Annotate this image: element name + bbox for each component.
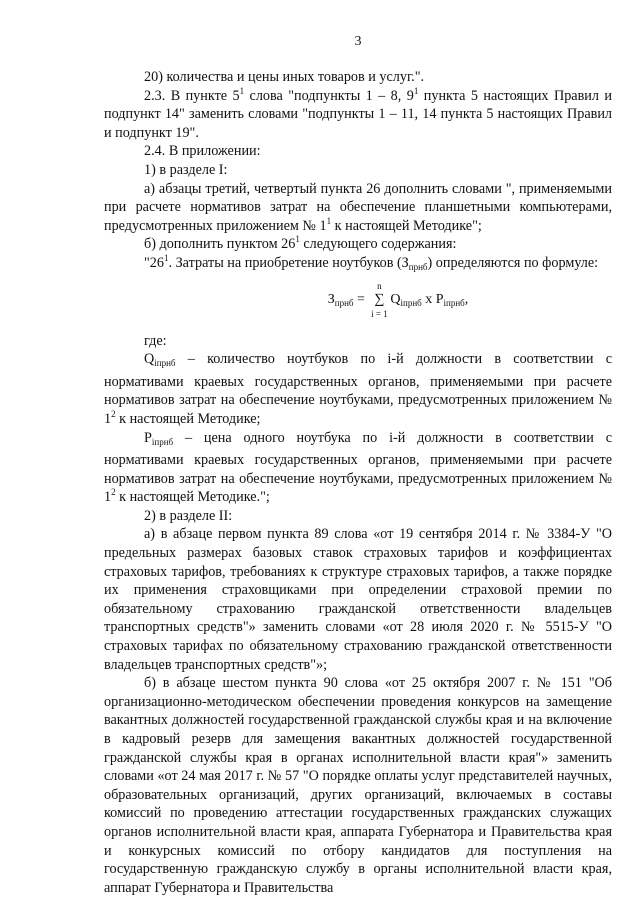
- paragraph-2-b: б) в абзаце шестом пункта 90 слова «от 25 октября 2007 г. № 151 "Об организационно-методическом обеспечении проведения конкурсов на замещение вакантных должностей государственной гражданской службы края и на включение в кадровый резерв для замещения вакантных должностей государственной гражданской службы края в органах исполнительной власти края"» заменить словами «от 24 мая 2017 г. № 57 "О порядке оплаты услуг представителей научных, образовательных организаций, других организаций, включаемых в составы комиссий по проведению аттестации государственных гражданских служащих органов исполнительной власти края, аппарата Губернатора и Правительства края и конкурсных комиссий по отбору кандидатов для поступления на государственную гражданскую службу в органы исполнительной власти края, аппарат Губернатора и Правительства: [104, 675, 612, 896]
- paragraph-2-4: 2.4. В приложении:: [144, 143, 261, 160]
- paragraph-q-definition: $Q_{iпрнб}$ – количество ноутбуков по i-й должности в соответствии с нормативами краевых государственных органов, применяемыми при расчете нормативов затрат на обеспечение ноутбуками, предусмотренных приложением № $1^2$ к настоящей Методике;: [104, 351, 612, 427]
- sum-symbol: n ∑ i = 1: [371, 280, 388, 319]
- paragraph-section-2: 2) в разделе II:: [144, 507, 233, 524]
- paragraph-section-1: 1) в разделе I:: [144, 161, 228, 178]
- paragraph-2-a: а) в абзаце первом пункта 89 слова «от 19 сентября 2014 г. № 3384-У "О предельных размерах базовых ставок страховых тарифов и коэффициентах страховых тарифов, требованиях к структуре страховых тарифов, а также порядке их применения страховщиками при определении страховой премии по обязательному страхованию гражданской ответственности владельцев транспортных средств"» заменить словами «от 28 июля 2020 г. № 5515-У "О страховых тарифах по обязательному страхованию гражданской ответственности владельцев транспортных средств"»;: [104, 526, 612, 673]
- paragraph-a: а) абзацы третий, четвертый пункта 26 дополнить словами ", применяемыми при расчете нормативов затрат на обеспечение планшетными компьютерами, предусмотренных приложением № $1^1$ к настоящей Методике";: [104, 180, 612, 234]
- page-number: 3: [354, 34, 362, 49]
- paragraph-item-20: 20) количества и цены иных товаров и услуг.".: [144, 69, 425, 85]
- paragraph-where: где:: [144, 332, 167, 349]
- paragraph-b: б) дополнить пунктом $26^1$ следующего содержания:: [144, 234, 457, 253]
- paragraph-26-1: "$26^1$. Затраты на приобретение ноутбуков $(З_{прнб})$ определяются по формуле:: [144, 252, 599, 272]
- paragraph-p-definition: $P_{iпрнб}$ – цена одного ноутбука по i-й должности в соответствии с нормативами краевых государственных органов, применяемыми при расчете нормативов затрат на обеспечение ноутбуками, предусмотренных приложением № $1^2$ к настоящей Методике.";: [104, 429, 612, 506]
- laptop-cost-formula: $З_{прнб}$ = n ∑ i = 1 $Q_{iпрнб}$ x $P_{iпрнб}$,: [327, 280, 469, 319]
- paragraph-2-3: 2.3. В пункте $5^1$ слова "подпункты 1 – 8, $9^1$ пункта 5 настоящих Правил и подпункт 14" заменить словами "подпункты 1 – 11, 14 пункта 5 настоящих Правил и подпункт 19".: [104, 85, 612, 141]
